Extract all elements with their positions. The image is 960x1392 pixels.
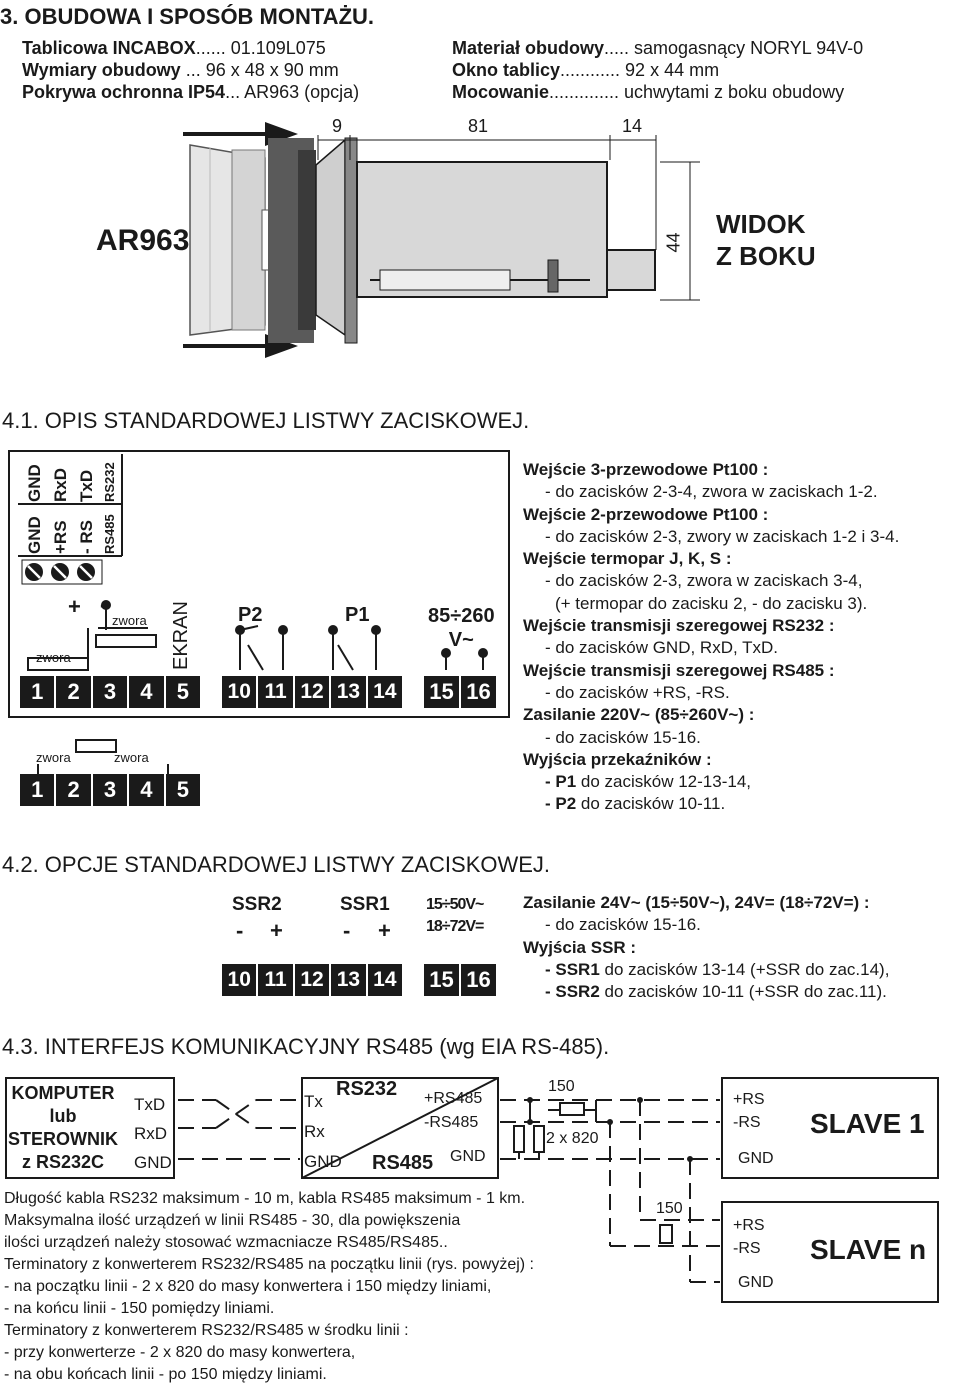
section-42-title: 4.2. OPCJE STANDARDOWEJ LISTWY ZACISKOWEJ. bbox=[2, 852, 551, 877]
converter-rs485-label: RS485 bbox=[372, 1152, 434, 1174]
ekran-label: EKRAN bbox=[170, 601, 192, 670]
rs485-plus: +RS bbox=[51, 520, 70, 554]
minus-sign: - bbox=[100, 592, 108, 617]
dim-9: 9 bbox=[332, 116, 343, 136]
ssr-supply-strip: 15 16 bbox=[424, 964, 496, 996]
cover-panel bbox=[232, 150, 265, 330]
terminal-block-side bbox=[607, 250, 655, 290]
terminal-strip-10-14: 10 11 12 13 14 bbox=[222, 676, 402, 708]
spec-value: ..... samogasnący NORYL 94V-0 bbox=[604, 38, 864, 58]
section-43-title: 4.3. INTERFEJS KOMUNIKACYJNY RS485 (wg EIA RS-485). bbox=[2, 1034, 610, 1059]
spec-key: Okno tablicy bbox=[452, 60, 561, 80]
ssr1-label: SSR1 bbox=[340, 894, 390, 915]
spec-value: .............. uchwytami z boku obudowy bbox=[549, 82, 845, 102]
zwora-label: zwora bbox=[36, 750, 71, 765]
ssr-description: Zasilanie 24V~ (15÷50V~), 24V= (18÷72V=) : - do zacisków 15-16. Wyjścia SSR : - SSR1 do zacisków 13-14 (+SSR do zac.14), - SSR2 do zacisków 10-11 (+SSR do zac.11). bbox=[523, 893, 890, 1002]
resistor-820 bbox=[534, 1126, 544, 1152]
rs232-label: RS232 bbox=[102, 462, 117, 502]
ssr-supply-label: 15÷50V~ 18÷72V= bbox=[426, 896, 484, 935]
slave1-pins: +RS -RS bbox=[733, 1091, 765, 1131]
clamp bbox=[380, 270, 510, 290]
spec-value: ...... 01.109L075 bbox=[195, 38, 326, 58]
computer-label: KOMPUTER lub STEROWNIK z RS232C bbox=[8, 1083, 118, 1172]
dim-14: 14 bbox=[622, 116, 643, 136]
section-3-title: 3. OBUDOWA I SPOSÓB MONTAŻU. bbox=[0, 4, 375, 29]
jumper bbox=[96, 635, 156, 647]
p2-label: P2 bbox=[238, 604, 263, 626]
terminal-strip-1-5-alt: 1 2 3 4 5 bbox=[20, 774, 200, 806]
supply-label: 85÷260 V~ bbox=[428, 605, 495, 651]
zwora-label: zwora bbox=[114, 750, 149, 765]
spec-key: Mocowanie bbox=[452, 82, 550, 102]
ssr2-label: SSR2 bbox=[232, 894, 282, 915]
rs485-gnd: GND bbox=[25, 516, 44, 554]
specs-left bbox=[22, 37, 359, 103]
rs232-rxd: RxD bbox=[51, 467, 70, 502]
spec-key: Wymiary obudowy bbox=[22, 60, 181, 80]
plus-sign: + bbox=[68, 594, 81, 619]
model-label: AR963 bbox=[96, 224, 190, 257]
specs-right bbox=[452, 37, 863, 103]
terminal-strip-15-16: 15 16 bbox=[424, 676, 496, 708]
section-41-title: 4.1. OPIS STANDARDOWEJ LISTWY ZACISKOWEJ. bbox=[2, 408, 530, 433]
side-view-label: WIDOK Z BOKU bbox=[716, 209, 816, 271]
converter-gnd: GND bbox=[450, 1148, 486, 1165]
zwora-label: zwora bbox=[112, 613, 147, 628]
spec-key: Materiał obudowy bbox=[452, 38, 605, 58]
slave1-gnd: GND bbox=[738, 1150, 774, 1167]
rs485-minus: - RS bbox=[77, 520, 96, 554]
converter-rs232-label: RS232 bbox=[336, 1078, 398, 1100]
computer-pins: TxD RxD GND bbox=[134, 1095, 172, 1172]
converter-right-pins: +RS485 -RS485 bbox=[424, 1090, 483, 1131]
converter-left-pins: Tx Rx GND bbox=[304, 1092, 342, 1171]
comm-labels bbox=[18, 452, 128, 602]
ssr2-plus: + bbox=[270, 918, 283, 943]
resistor-820-label: 2 x 820 bbox=[546, 1130, 599, 1147]
slaven-label: SLAVE n bbox=[810, 1234, 927, 1265]
resistor-150-end bbox=[660, 1225, 672, 1243]
ssr-terminal-strip: 10 11 12 13 14 bbox=[222, 964, 402, 996]
dim-44: 44 bbox=[663, 232, 684, 253]
ssr1-plus: + bbox=[378, 918, 391, 943]
ssr2-minus: - bbox=[236, 918, 244, 943]
rs485-notes: Długość kabla RS232 maksimum - 10 m, kabla RS485 maksimum - 1 km. Maksymalna ilość urządzeń w linii RS485 - 30, dla powiększenia ilości urządzeń należy stosować wzmacniacze RS485/RS485.. Terminatory z konwerterem RS232/RS485 na początku linii (rys. powyżej) : - na początku linii - 2 x 820 do masy konwertera i 150 między liniami, - na końcu linii - 150 pomiędzy liniami. Terminatory z konwerterem RS232/RS485 w środku linii : - przy konwerterze - 2 x 820 do masy konwertera, - na obu końcach linii - po 150 między liniami. bbox=[4, 1190, 534, 1383]
dim-81: 81 bbox=[468, 116, 489, 136]
rs232-gnd: GND bbox=[25, 464, 44, 502]
spec-value: ... 96 x 48 x 90 mm bbox=[180, 60, 339, 80]
slave1-label: SLAVE 1 bbox=[810, 1108, 925, 1139]
spec-key: Pokrywa ochronna IP54 bbox=[22, 82, 226, 102]
spec-value: ... AR963 (opcja) bbox=[225, 82, 360, 102]
resistor-150 bbox=[560, 1103, 584, 1115]
slaven-pins: +RS -RS bbox=[733, 1217, 765, 1257]
screw-icons bbox=[22, 560, 102, 584]
panel-plate bbox=[345, 138, 357, 343]
resistor-150-label: 150 bbox=[548, 1078, 575, 1095]
spec-key: Tablicowa INCABOX bbox=[22, 38, 196, 58]
terminal-description: Wejście 3-przewodowe Pt100 : - do zacisków 2-3-4, zwora w zaciskach 1-2. Wejście 2-przewodowe Pt100 : - do zacisków 2-3, zwory w zaciskach 1-2 i 3-4. Wejście termopar J, K, S : - do zacisków 2-3, zwora w zaciskach 3-4, (+ termopar do zacisku 2, - do zacisku 3). Wejście transmisji szeregowej RS232 : - do zacisków GND, RxD, TxD. Wejście transmisji szeregowej RS485 : - do zacisków +RS, -RS. Zasilanie 220V~ (85÷260V~) : - do zacisków 15-16. Wyjścia przekaźników : - P1 do zacisków 12-13-14, - P2 do zacisków 10-11. bbox=[523, 460, 900, 814]
resistor-150-end-label: 150 bbox=[656, 1200, 683, 1217]
zwora-label: zwora bbox=[36, 650, 71, 665]
front-flange bbox=[316, 140, 345, 335]
rs485-label: RS485 bbox=[102, 514, 117, 554]
spec-value: ............ 92 x 44 mm bbox=[560, 60, 720, 80]
resistor-820 bbox=[514, 1126, 524, 1152]
slaven-gnd: GND bbox=[738, 1274, 774, 1291]
ssr1-minus: - bbox=[343, 918, 351, 943]
terminal-strip-1-5: 1 2 3 4 5 bbox=[20, 676, 200, 708]
rs232-txd: TxD bbox=[77, 469, 96, 502]
p1-label: P1 bbox=[345, 604, 370, 626]
